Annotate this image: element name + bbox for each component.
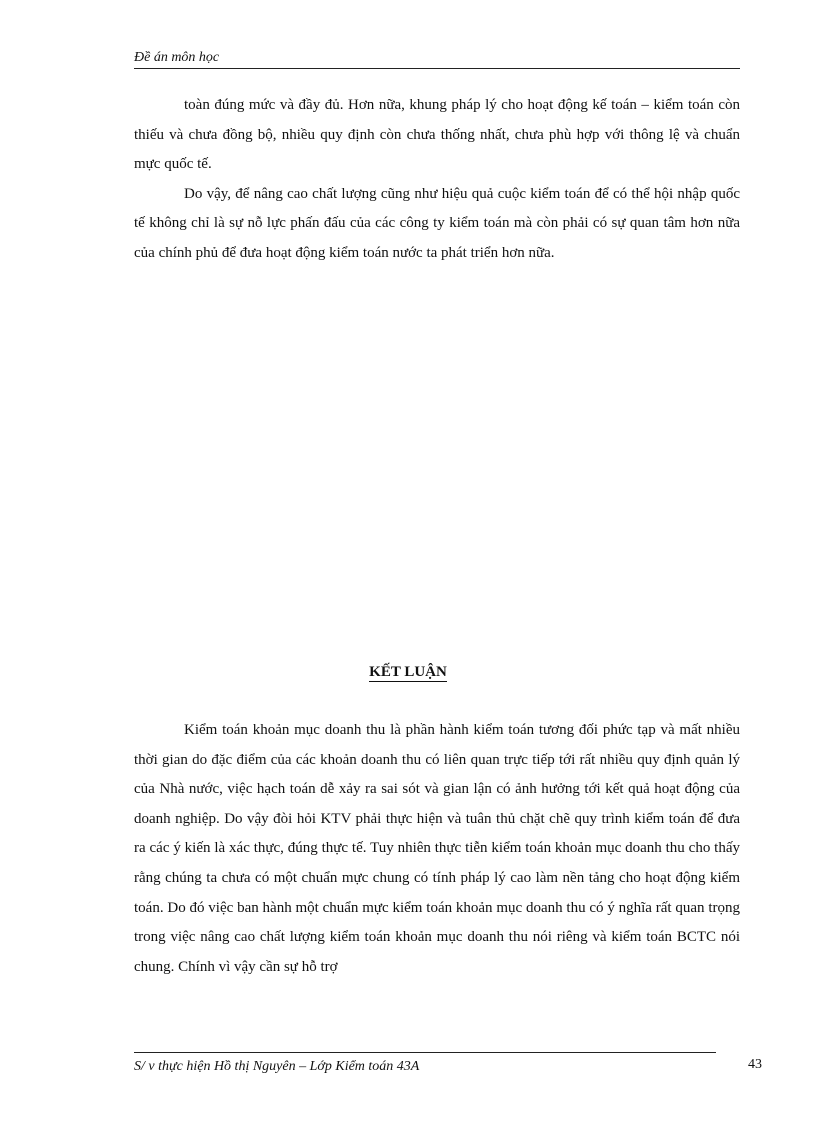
paragraph: Kiểm toán khoản mục doanh thu là phần hành kiểm toán tương đối phức tạp và mất nhiều thời gian do đặc điểm của các khoản doanh thu có liên quan trực tiếp tới rất nhiều quy định quản lý của Nhà nước, việc hạch toán dễ xảy ra sai sót và gian lận có ảnh hưởng tới kết quả hoạt động của doanh nghiệp. Do vậy đòi hỏi KTV phải thực hiện và tuân thủ chặt chẽ quy trình kiểm toán để đưa ra các ý kiến là xác thực, đúng thực tế. Tuy nhiên thực tiễn kiểm toán khoản mục doanh thu cho thấy rằng chúng ta chưa có một chuẩn mực chung có tính pháp lý cao làm nền tảng cho hoạt động kiểm toán. Do đó việc ban hành một chuẩn mực kiểm toán khoản mục doanh thu có ý nghĩa rất quan trọng trong việc nâng cao chất lượng kiểm toán khoản mục doanh thu nói riêng và kiểm toán BCTC nói chung. Chính vì vậy cần sự hỗ trợ bbox=[134, 722, 740, 975]
paragraph: Do vậy, để nâng cao chất lượng cũng như hiệu quả cuộc kiểm toán để có thể hội nhập quốc tế không chỉ là sự nỗ lực phấn đấu của các công ty kiểm toán mà còn phải có sự quan tâm hơn nữa của chính phủ để đưa hoạt động kiểm toán nước ta phát triển hơn nữa. bbox=[134, 185, 740, 261]
section-heading-text: KẾT LUẬN bbox=[369, 664, 447, 680]
running-header: Đề án môn học bbox=[134, 50, 220, 65]
running-footer: S/ v thực hiện Hồ thị Nguyên – Lớp Kiểm toán 43A bbox=[134, 1059, 420, 1074]
intro-text-block bbox=[134, 91, 740, 269]
conclusion-text-block bbox=[134, 716, 740, 982]
footer-divider bbox=[134, 1052, 716, 1053]
paragraph: toàn đúng mức và đầy đủ. Hơn nữa, khung pháp lý cho hoạt động kế toán – kiểm toán còn thiếu và chưa đồng bộ, nhiều quy định còn chưa thống nhất, chưa phù hợp với thông lệ và chuẩn mực quốc tế. bbox=[134, 97, 740, 173]
header-divider bbox=[134, 68, 740, 69]
section-heading bbox=[0, 662, 816, 682]
page-number: 43 bbox=[748, 1057, 762, 1072]
